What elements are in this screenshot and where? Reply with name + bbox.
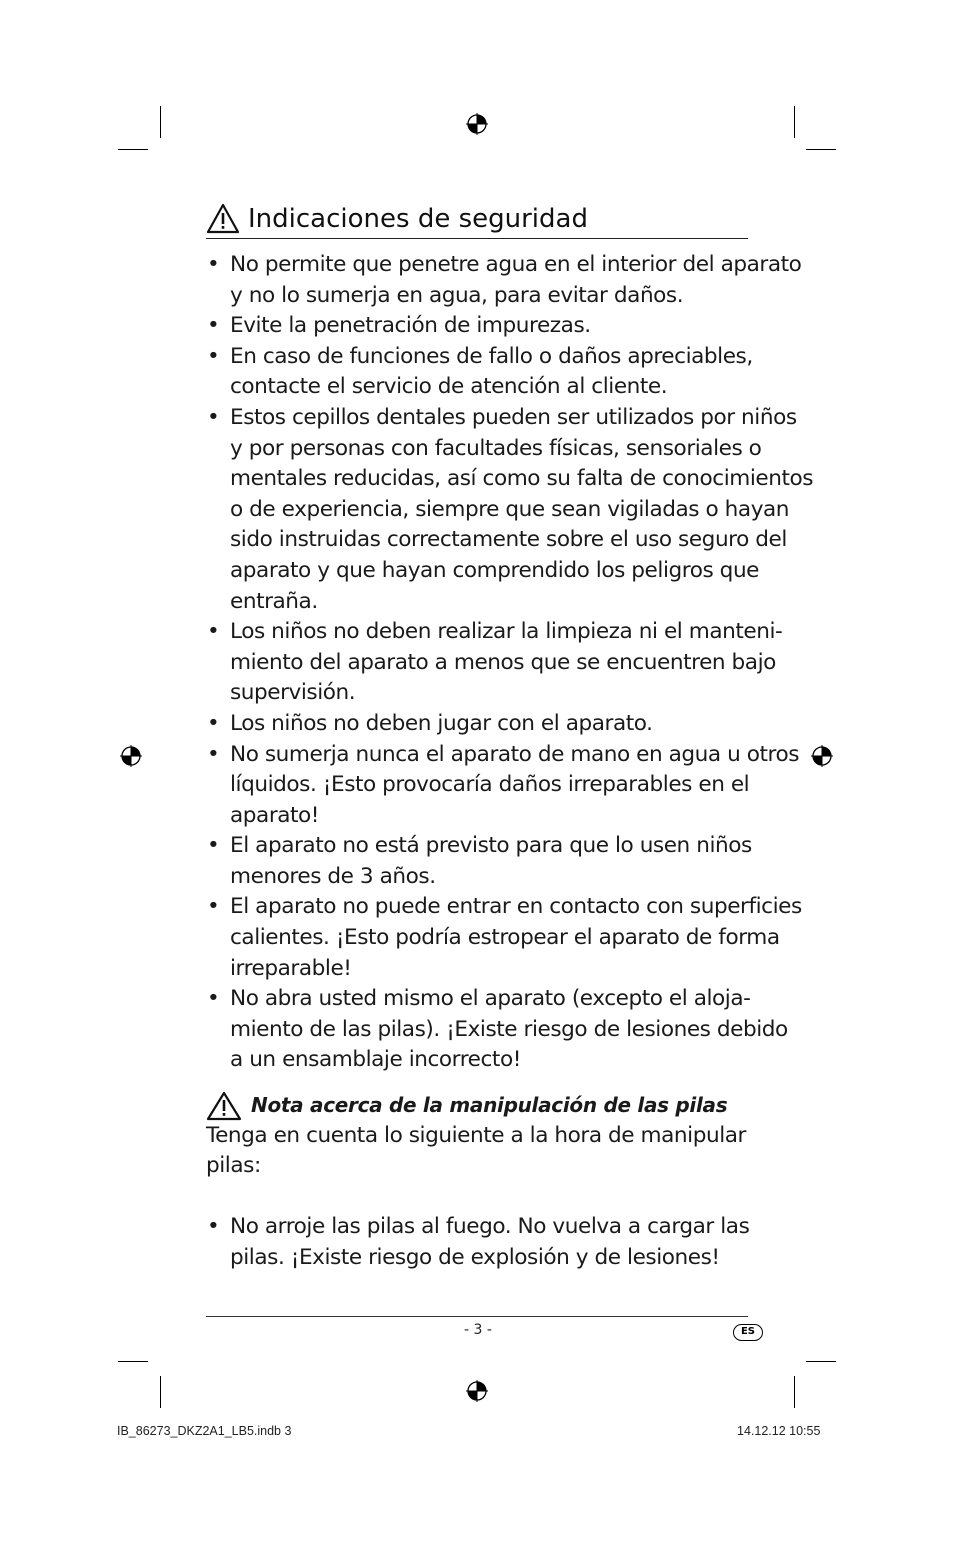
bullet-point: • <box>207 343 220 369</box>
bullet-point: • <box>207 313 220 339</box>
list-item-line: El aparato no está previsto para que lo usen niños <box>230 833 752 859</box>
battery-note-heading <box>206 1090 766 1121</box>
list-item <box>206 740 800 832</box>
registration-target-icon <box>466 113 488 135</box>
safety-list <box>206 250 814 1076</box>
list-item-line: entraña. <box>230 588 318 614</box>
list-item-line: supervisión. <box>230 680 356 706</box>
list-item-line: irreparable! <box>230 955 352 981</box>
list-item-line: No sumerja nunca el aparato de mano en agua u otros <box>230 741 800 767</box>
bullet-point: • <box>207 404 220 430</box>
footer-rule <box>206 1316 748 1317</box>
list-item-line: El aparato no puede entrar en contacto con superficies <box>230 894 802 920</box>
registration-target-icon <box>466 1380 488 1402</box>
bullet-point: • <box>207 619 220 645</box>
page-title: Indicaciones de seguridad <box>248 204 588 234</box>
list-item-line: sido instruidas correctamente sobre el uso seguro del <box>230 527 787 553</box>
warning-triangle-icon <box>206 1091 242 1121</box>
list-item <box>206 984 788 1076</box>
crop-mark <box>160 1376 161 1408</box>
crop-mark <box>160 106 161 138</box>
battery-list <box>206 1212 766 1273</box>
crop-mark <box>118 1361 148 1362</box>
bullet-point: • <box>207 986 220 1012</box>
list-item-line: No arroje las pilas al fuego. No vuelva a cargar las <box>230 1214 750 1240</box>
list-item-line: mentales reducidas, así como su falta de conocimientos <box>230 466 814 492</box>
warning-triangle-icon <box>206 203 240 235</box>
crop-mark <box>794 1376 795 1408</box>
list-item <box>206 311 766 342</box>
list-item-line: calientes. ¡Esto podría estropear el aparato de forma <box>230 925 780 951</box>
crop-mark <box>118 149 148 150</box>
bullet-point: • <box>207 252 220 277</box>
list-item <box>206 403 814 617</box>
bullet-point: • <box>207 833 220 859</box>
list-item-line: aparato! <box>230 802 320 828</box>
crop-mark <box>806 149 836 150</box>
print-slug-datetime: 14.12.12 10:55 <box>737 1424 821 1438</box>
list-item-line: No permite que penetre agua en el interior del aparato <box>230 252 802 277</box>
list-item-line: pilas. ¡Existe riesgo de explosión y de lesiones! <box>230 1245 720 1270</box>
battery-note-intro <box>206 1121 766 1182</box>
battery-note-title: Nota acerca de la manipulación de las pilas <box>251 1093 728 1118</box>
crop-mark <box>794 106 795 138</box>
list-item-line: aparato y que hayan comprendido los peligros que <box>230 557 760 583</box>
list-item-line: En caso de funciones de fallo o daños apreciables, <box>230 343 753 369</box>
bullet-point: • <box>207 1214 220 1240</box>
list-item <box>206 709 766 740</box>
list-item <box>206 250 802 311</box>
language-badge: ES <box>733 1324 763 1341</box>
bullet-point: • <box>207 710 220 736</box>
list-item-line: Evite la penetración de impurezas. <box>230 313 591 339</box>
list-item-line: Los niños no deben realizar la limpieza ni el manteni- <box>230 619 783 645</box>
list-item-line: No abra usted mismo el aparato (excepto el aloja- <box>230 986 751 1012</box>
registration-target-icon <box>811 745 833 767</box>
list-item <box>206 831 766 892</box>
list-item <box>206 892 802 984</box>
crop-mark <box>806 1361 836 1362</box>
intro-line: pilas: <box>206 1153 261 1179</box>
registration-target-icon <box>120 745 142 767</box>
list-item-line: menores de 3 años. <box>230 863 436 889</box>
list-item-line: líquidos. ¡Esto provocaría daños irreparables en el <box>230 772 750 798</box>
list-item-line: o de experiencia, siempre que sean vigiladas o hayan <box>230 496 790 522</box>
print-slug-file: IB_86273_DKZ2A1_LB5.indb 3 <box>117 1424 292 1438</box>
list-item <box>206 617 783 709</box>
content-body <box>206 250 814 1274</box>
list-item-line: Estos cepillos dentales pueden ser utilizados por niños <box>230 404 797 430</box>
section-heading <box>206 200 748 239</box>
list-item-line: Los niños no deben jugar con el aparato. <box>230 710 653 736</box>
intro-line: Tenga en cuenta lo siguiente a la hora de manipular <box>206 1122 746 1148</box>
list-item-line: miento del aparato a menos que se encuentren bajo <box>230 649 776 675</box>
list-item-line: contacte el servicio de atención al cliente. <box>230 374 668 400</box>
list-item-line: miento de las pilas). ¡Existe riesgo de lesiones debido <box>230 1016 788 1042</box>
list-item <box>206 342 766 403</box>
list-item-line: a un ensamblaje incorrecto! <box>230 1047 521 1073</box>
page-number: - 3 - <box>464 1322 492 1338</box>
list-item-line: y por personas con facultades físicas, sensoriales o <box>230 435 762 461</box>
bullet-point: • <box>207 741 220 767</box>
list-item-line: y no lo sumerja en agua, para evitar daños. <box>230 282 684 308</box>
bullet-point: • <box>207 894 220 920</box>
list-item <box>206 1212 766 1273</box>
